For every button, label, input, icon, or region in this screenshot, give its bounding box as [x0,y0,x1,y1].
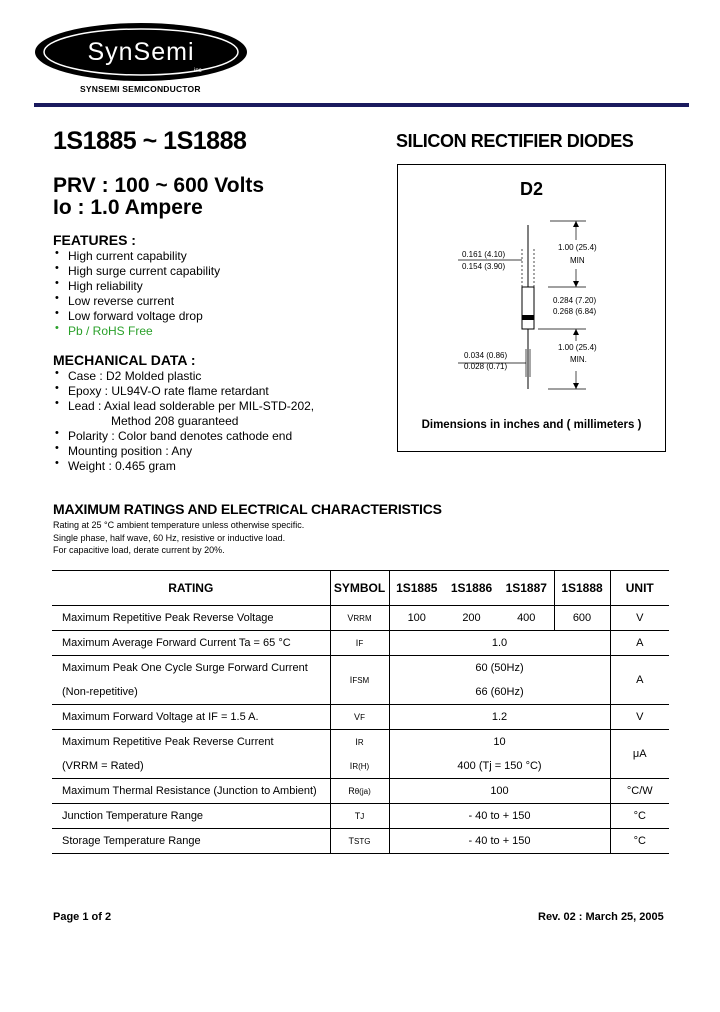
table-row: Maximum Peak One Cycle Surge Forward Current IFSM 60 (50Hz) A [52,656,669,681]
col-1s1888: 1S1888 [554,571,610,606]
table-row: (Non-repetitive) 66 (60Hz) [52,680,669,705]
list-item: • Low reverse current [55,292,175,308]
ratings-summary [53,175,264,219]
features-list [53,249,220,339]
ratings-notes [53,519,304,557]
company-name: SYNSEMI SEMICONDUCTOR [80,84,201,94]
dim-body-dia-max: 0.161 (4.10) [462,250,506,259]
package-caption: Dimensions in inches and ( millimeters ) [421,419,642,431]
table-row: Maximum Forward Voltage at IF = 1.5 A. VF 1.2 V [52,705,669,730]
page-number: Page 1 of 2 [53,911,112,923]
ratings-table [52,570,669,854]
col-unit: UNIT [610,571,669,606]
list-item: • Low forward voltage drop [55,307,203,323]
dim-wire-dia-min: 0.028 (0.71) [464,362,508,371]
logo-text: SynSemi [87,38,195,66]
table-row: Storage Temperature Range TSTG - 40 to + 150 °C [52,829,669,854]
table-row: Junction Temperature Range TJ - 40 to + 150 °C [52,804,669,829]
list-item: • Case : D2 Molded plastic [55,367,202,383]
col-rating: RATING [52,571,330,606]
synsemi-logo [34,22,248,82]
io-line: Io : 1.0 Ampere [53,196,203,219]
note-line: Rating at 25 °C ambient temperature unless otherwise specific. [53,520,305,530]
logo-inc: inc [194,68,202,74]
ratings-heading: MAXIMUM RATINGS AND ELECTRICAL CHARACTERISTICS [53,501,442,517]
table-row: Maximum Repetitive Peak Reverse Voltage VRRM 100 200 400 600 V [52,606,669,631]
prv-line: PRV : 100 ~ 600 Volts [53,174,265,197]
note-line: For capacitive load, derate current by 20%. [53,545,225,555]
note-line: Single phase, half wave, 60 Hz, resistive or inductive load. [53,532,286,543]
dim-lead-top: 1.00 (25.4) [558,243,597,252]
list-item: • Weight : 0.465 gram [55,457,176,473]
package-name: D2 [519,179,543,199]
list-item: • Lead : Axial lead solderable per MIL-STD-202, [55,397,315,413]
dim-wire-dia-max: 0.034 (0.86) [464,351,508,360]
part-range-title: 1S1885 ~ 1S1888 [53,127,247,155]
dim-lead-top-min: MIN [570,256,585,265]
col-1s1886: 1S1886 [444,571,499,606]
list-item: • High reliability [55,277,143,293]
features-heading: FEATURES : [53,232,136,248]
dim-body-len-max: 0.284 (7.20) [553,296,597,305]
mechanical-list [53,369,314,474]
list-item: • High current capability [55,247,187,263]
mechanical-heading: MECHANICAL DATA : [53,352,196,368]
table-row: Maximum Repetitive Peak Reverse Current IR 10 μA [52,730,669,755]
table-row: (VRRM = Rated) IR(H) 400 (Tj = 150 °C) [52,754,669,779]
list-item: • Polarity : Color band denotes cathode end [55,427,293,443]
col-symbol: SYMBOL [330,571,389,606]
table-row: Maximum Average Forward Current Ta = 65 °C IF 1.0 A [52,631,669,656]
package-outline-box [397,164,666,452]
header-rule [34,103,689,107]
list-item: • Epoxy : UL94V-O rate flame retardant [55,382,269,398]
dim-lead-bot-min: MIN. [570,355,587,364]
revision-date: Rev. 02 : March 25, 2005 [538,911,664,923]
col-1s1887: 1S1887 [499,571,554,606]
list-item: • Mounting position : Any [55,442,193,458]
category-title: SILICON RECTIFIER DIODES [396,131,634,151]
table-row: Maximum Thermal Resistance (Junction to Ambient) Rθ(ja) 100 °C/W [52,779,669,804]
dim-body-len-min: 0.268 (6.84) [553,307,597,316]
diode-outline-drawing [398,165,665,451]
dim-body-dia-min: 0.154 (3.90) [462,262,506,271]
list-item: • High surge current capability [55,262,221,278]
table-header-row [52,571,669,606]
col-1s1885: 1S1885 [389,571,444,606]
list-item: • Pb / RoHS Free [55,322,153,338]
dim-lead-bot: 1.00 (25.4) [558,343,597,352]
list-item: Method 208 guaranteed [111,414,239,428]
